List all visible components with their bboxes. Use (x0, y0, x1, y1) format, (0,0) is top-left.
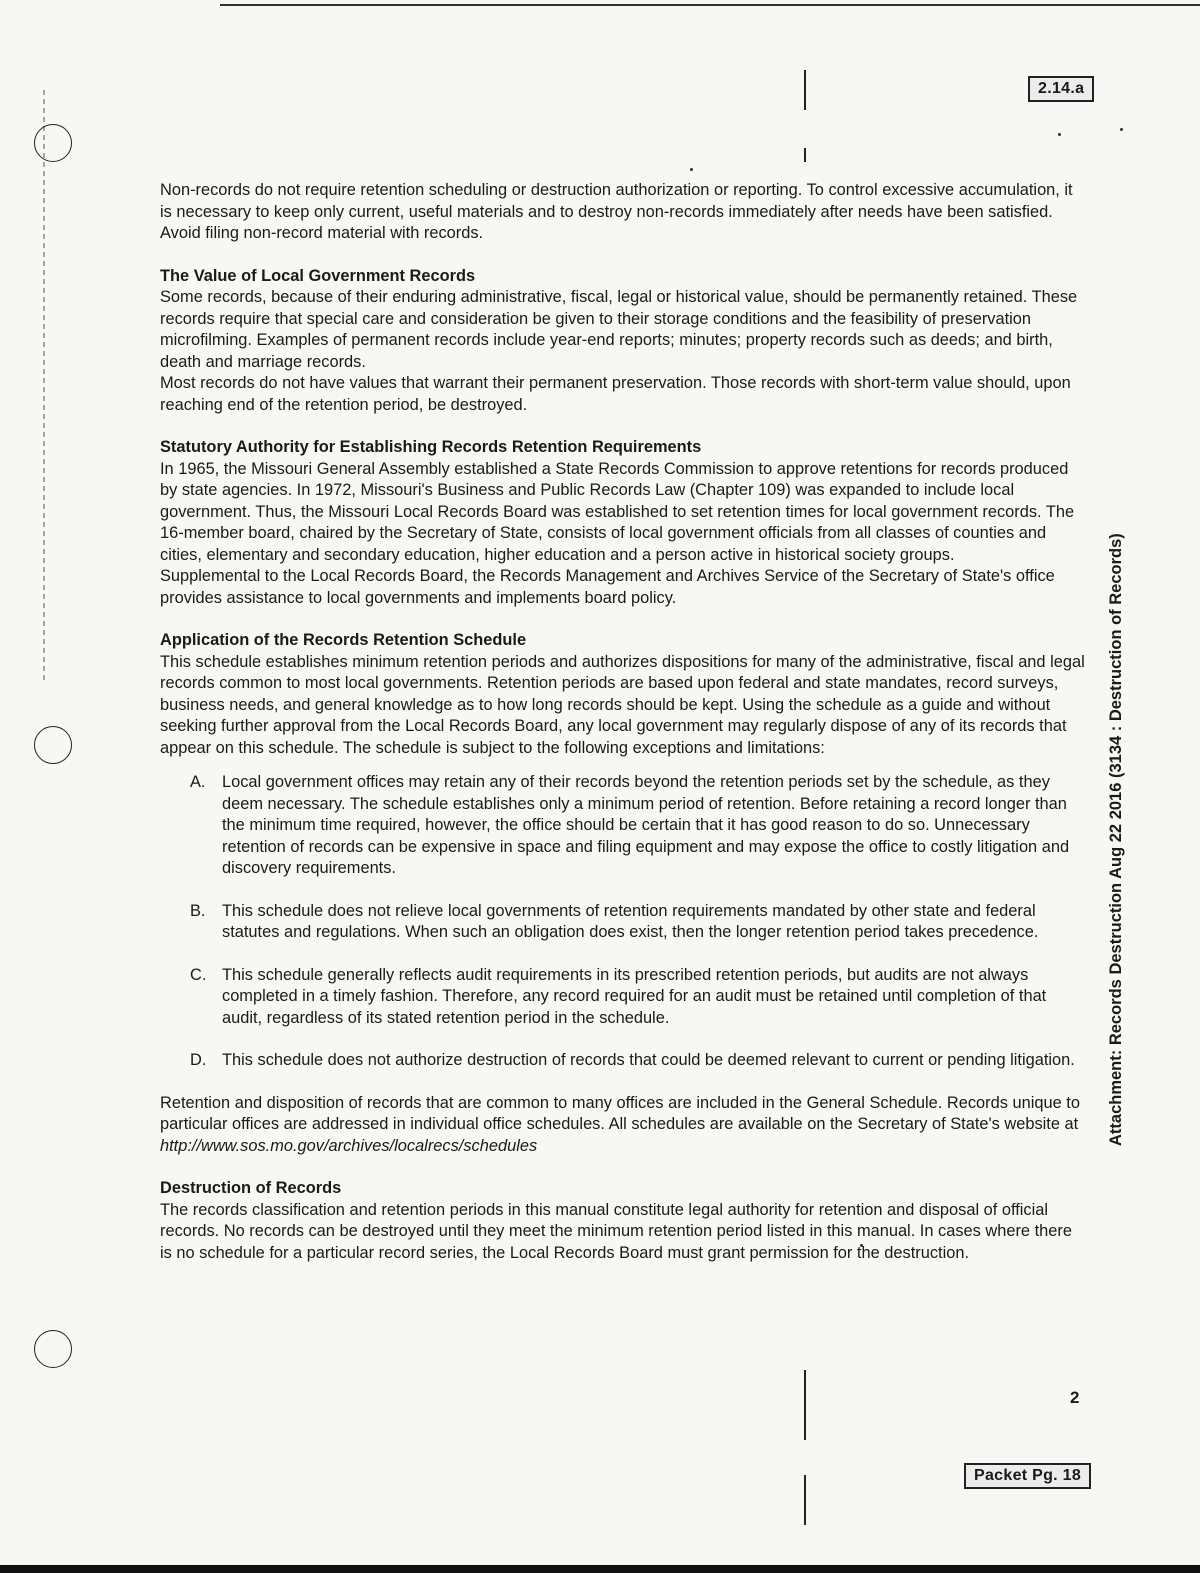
list-text: Local government offices may retain any of their records beyond the retention periods set by the schedule, as they deem necessary. The schedule establishes only a minimum period of retention. Before retaining a record longer than the minimum time required, however, the office should be certain that it has good reason to do so. Unnecessary retention of records can be expensive in space and filing equipment and may expose the office to costly litigation and discovery requirements. (222, 773, 1070, 877)
scan-mark (804, 1370, 806, 1440)
list-text: This schedule does not authorize destruction of records that could be deemed relevant to current or pending litigation. (222, 1051, 1075, 1069)
attachment-side-note: Attachment: Records Destruction Aug 22 2016 (3134 : Destruction of Records) (1107, 533, 1125, 1146)
paragraph: Most records do not have values that warrant their permanent preservation. Those records with short-term value should, upon reaching end of the retention period, be destroyed. (160, 374, 1071, 414)
agenda-item-stamp: 2.14.a (1028, 76, 1094, 102)
section-heading: Statutory Authority for Establishing Records Retention Requirements (160, 438, 702, 456)
schedules-paragraph (160, 1093, 1085, 1158)
list-letter: D. (190, 1051, 207, 1069)
list-item (190, 1050, 1085, 1072)
packet-page-stamp: Packet Pg. 18 (964, 1463, 1091, 1489)
list-letter: C. (190, 965, 207, 984)
section-statutory-authority (160, 437, 1085, 609)
list-item (190, 965, 1085, 1030)
paragraph: Some records, because of their enduring administrative, fiscal, legal or historical value, should be permanently retained. These records require that special care and consideration be given to their storage conditions and the feasibility of preservation microfilming. Examples of permanent records include year-end reports; minutes; property records such as deeds; and birth, death and marriage records. (160, 288, 1078, 371)
schedules-link[interactable]: http://www.sos.mo.gov/archives/localrecs/schedules (160, 1136, 538, 1155)
schedules-text: Retention and disposition of records that are common to many offices are included in the General Schedule. Records unique to particular offices are addressed in individual office schedules. All schedules are available on the Secretary of State's website at (160, 1093, 1080, 1133)
exceptions-list (190, 772, 1085, 1072)
list-item (190, 901, 1085, 944)
paragraph: Supplemental to the Local Records Board, the Records Management and Archives Service of the Secretary of State's office provides assistance to local governments and implements board policy. (160, 567, 1055, 607)
section-value-of-records (160, 266, 1085, 417)
hole-punch-bottom (34, 1330, 72, 1368)
scan-speck (1058, 133, 1061, 136)
scan-bottom-edge (0, 1565, 1200, 1573)
paragraph: This schedule establishes minimum retention periods and authorizes dispositions for many of the administrative, fiscal and legal records common to most local governments. Retention periods are based upon federal and state mandates, record surveys, business needs, and general knowledge as to how long records should be kept. Using the schedule as a guide and without seeking further approval from the Local Records Board, any local government may regularly dispose of any of its records that appear on this schedule. The schedule is subject to the following exceptions and limitations: (160, 652, 1085, 757)
scan-mark (804, 148, 806, 162)
scan-mark (804, 70, 806, 110)
list-letter: B. (190, 901, 206, 920)
scan-mark (804, 1475, 806, 1525)
scan-speck (690, 168, 693, 171)
section-heading: Destruction of Records (160, 1179, 342, 1197)
list-text: This schedule does not relieve local governments of retention requirements mandated by other state and federal statutes and regulations. When such an obligation does exist, then the longer retention period takes precedence. (222, 901, 1039, 941)
scan-top-edge (220, 4, 1200, 6)
hole-punch-top (34, 124, 72, 162)
section-heading: Application of the Records Retention Schedule (160, 631, 527, 649)
intro-paragraph: Non-records do not require retention scheduling or destruction authorization or reporting. To control excessive accumulation, it is necessary to keep only current, useful materials and to destroy non-records immediately after needs have been satisfied. Avoid filing non-record material with records. (160, 181, 1073, 242)
scan-speck (1120, 128, 1123, 131)
section-destruction-of-records (160, 1178, 1085, 1264)
paragraph: In 1965, the Missouri General Assembly established a State Records Commission to approve retentions for records produced by state agencies. In 1972, Missouri's Business and Public Records Law (Chapter 109) was expanded to include local government. Thus, the Missouri Local Records Board was established to set retention times for local government records. The 16-member board, chaired by the Secretary of State, consists of local government officials from all classes of counties and cities, elementary and secondary education, higher education and a person active in historical society groups. (160, 459, 1075, 564)
binding-edge-marks (43, 90, 45, 680)
section-heading: The Value of Local Government Records (160, 266, 476, 285)
list-item (190, 772, 1085, 880)
list-letter: A. (190, 773, 206, 791)
paragraph: The records classification and retention periods in this manual constitute legal authority for retention and disposal of official records. No records can be destroyed until they meet the minimum retention period listed in this manual. In cases where there is no schedule for a particular record series, the Local Records Board must grant permission for the destruction. (160, 1200, 1072, 1262)
section-application-of-schedule (160, 630, 1085, 1157)
hole-punch-middle (34, 726, 72, 764)
list-text: This schedule generally reflects audit requirements in its prescribed retention periods, but audits are not always completed in a timely fashion. Therefore, any record required for an audit must be retained until completion of that audit, regardless of its stated retention period in the schedule. (222, 965, 1047, 1027)
document-body (160, 180, 1085, 1264)
page-number: 2 (1070, 1388, 1080, 1407)
